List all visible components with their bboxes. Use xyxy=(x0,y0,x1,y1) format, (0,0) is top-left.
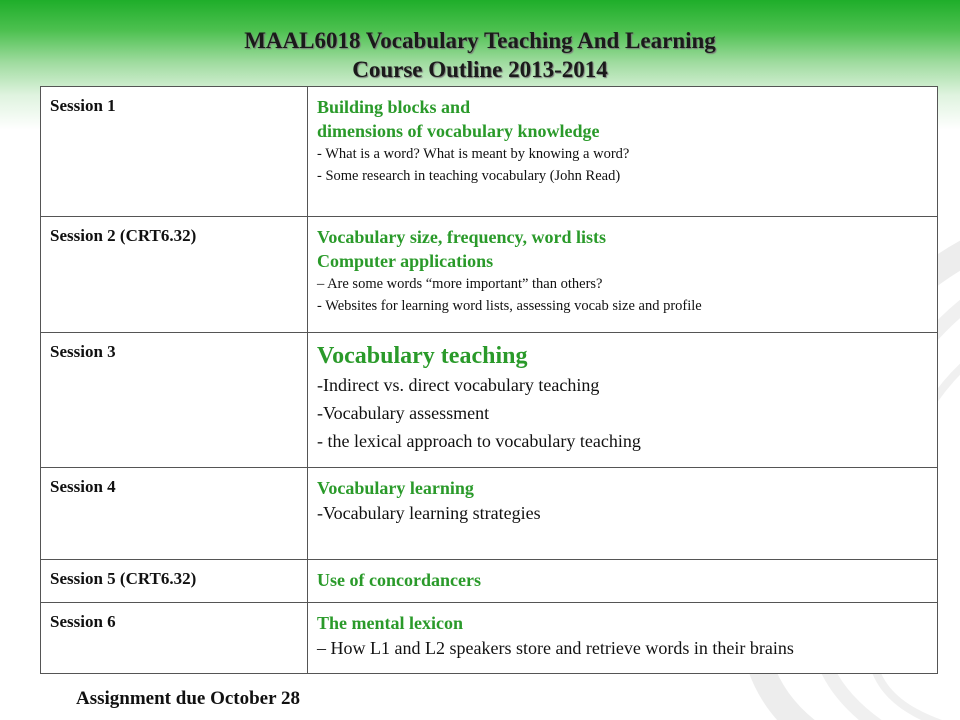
title-line-1: MAAL6018 Vocabulary Teaching And Learning xyxy=(244,28,716,53)
session-label: Session 1 xyxy=(41,87,308,217)
table-row xyxy=(41,333,938,468)
session-content xyxy=(308,333,938,468)
session-content xyxy=(308,217,938,333)
session-bullet: - Websites for learning word lists, assessing vocab size and profile xyxy=(317,298,702,314)
table-row xyxy=(41,87,938,217)
session-heading: Vocabulary teaching xyxy=(317,343,528,369)
session-bullet: – Are some words “more important” than others? xyxy=(317,276,603,292)
course-outline-table xyxy=(40,86,938,674)
session-content xyxy=(308,87,938,217)
session-label: Session 4 xyxy=(41,468,308,560)
session-bullet: - the lexical approach to vocabulary teaching xyxy=(317,431,641,451)
assignment-due-note: Assignment due October 28 xyxy=(76,688,300,709)
session-bullet: -Vocabulary assessment xyxy=(317,403,490,423)
session-heading: Vocabulary size, frequency, word lists xyxy=(317,227,607,247)
table-row xyxy=(41,560,938,603)
table-row xyxy=(41,603,938,674)
table-row xyxy=(41,468,938,560)
session-heading: Building blocks and xyxy=(317,97,471,117)
session-heading: Vocabulary learning xyxy=(317,478,474,498)
session-bullet: -Vocabulary learning strategies xyxy=(317,503,541,523)
session-heading: Computer applications xyxy=(317,251,494,271)
session-bullet: – How L1 and L2 speakers store and retrieve words in their brains xyxy=(317,638,794,658)
session-heading: The mental lexicon xyxy=(317,613,463,633)
session-bullet: - What is a word? What is meant by knowing a word? xyxy=(317,146,630,162)
session-content xyxy=(308,468,938,560)
session-label: Session 5 (CRT6.32) xyxy=(41,560,308,603)
session-content xyxy=(308,603,938,674)
session-label: Session 3 xyxy=(41,333,308,468)
session-heading: dimensions of vocabulary knowledge xyxy=(317,121,600,141)
session-heading: Use of concordancers xyxy=(317,570,481,590)
session-label: Session 2 (CRT6.32) xyxy=(41,217,308,333)
title-line-2: Course Outline 2013-2014 xyxy=(352,57,608,82)
slide-title xyxy=(0,26,960,84)
session-bullet: - Some research in teaching vocabulary (John Read) xyxy=(317,168,621,184)
session-content xyxy=(308,560,938,603)
session-bullet: -Indirect vs. direct vocabulary teaching xyxy=(317,375,600,395)
session-label: Session 6 xyxy=(41,603,308,674)
table-row xyxy=(41,217,938,333)
